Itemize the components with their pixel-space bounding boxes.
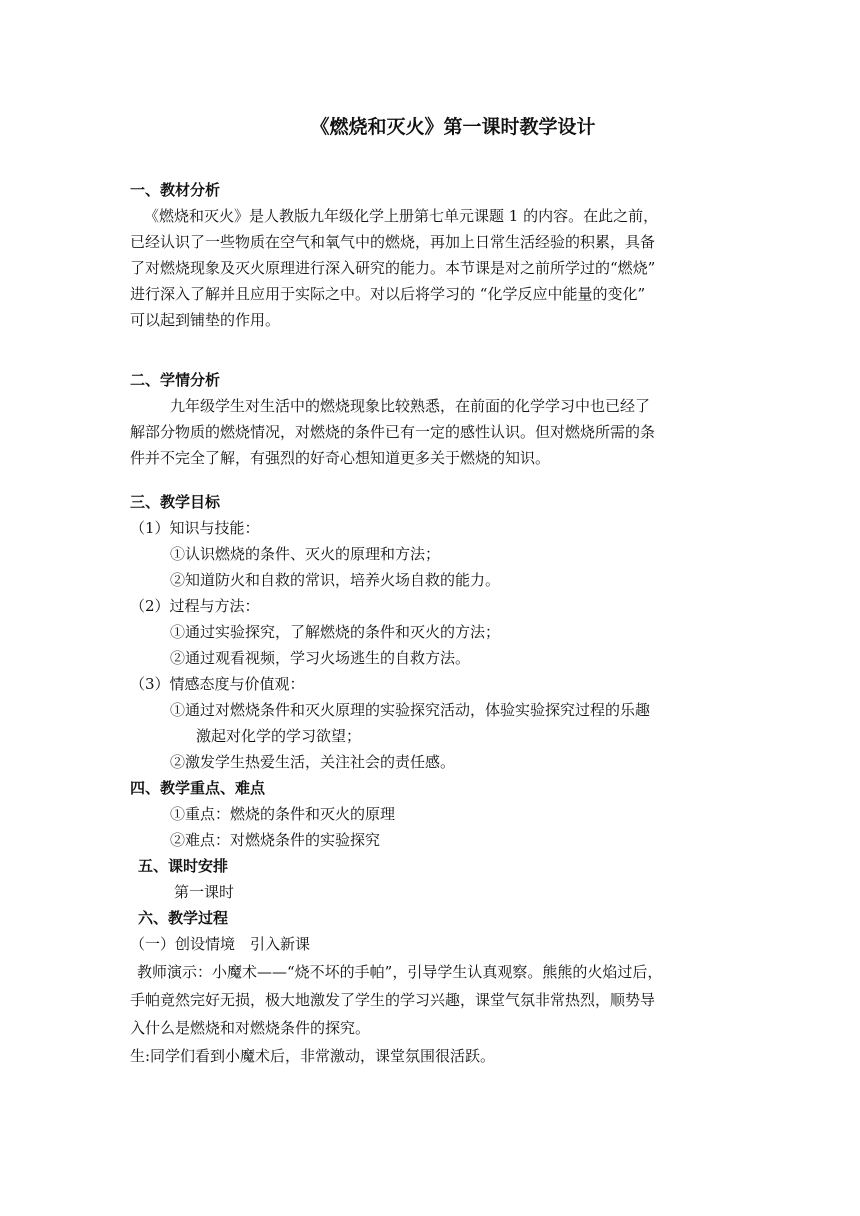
paragraph-line: 《燃烧和灭火》是人教版九年级化学上册第七单元课题 1 的内容。在此之前， [144, 207, 659, 225]
goal-item: ①认识燃烧的条件、灭火的原理和方法； [170, 545, 441, 563]
key-point-item: ②难点：对燃烧条件的实验探究 [170, 831, 381, 849]
section-heading: 三、教学目标 [130, 493, 221, 511]
paragraph-line: 进行深入了解并且应用于实际之中。对以后将学习的 “化学反应中能量的变化” [130, 285, 646, 303]
section-heading: 五、课时安排 [138, 857, 229, 875]
section-heading: 六、教学过程 [138, 909, 229, 927]
paragraph-line: 了对燃烧现象及灭火原理进行深入研究的能力。本节课是对之前所学过的“燃烧” [130, 259, 656, 277]
goal-item: ①通过对燃烧条件和灭火原理的实验探究活动，体验实验探究过程的乐趣 [170, 701, 651, 719]
goal-group-label: （1）知识与技能： [130, 519, 260, 537]
goal-group-label: （3）情感态度与价值观： [130, 675, 305, 693]
section-schedule [130, 853, 736, 905]
paragraph-line: 已经认识了一些物质在空气和氧气中的燃烧，再加上日常生活经验的积累，具备 [130, 233, 656, 251]
subsection-heading: （一）创设情境 引入新课 [130, 935, 311, 953]
section-teaching-goals [130, 489, 736, 775]
paragraph-line: 九年级学生对生活中的燃烧现象比较熟悉，在前面的化学学习中也已经了 [170, 397, 651, 415]
section-heading: 二、学情分析 [130, 371, 221, 389]
paragraph-line: 生:同学们看到小魔术后，非常激动，课堂氛围很活跃。 [130, 1047, 496, 1065]
paragraph-line: 解部分物质的燃烧情况，对燃烧的条件已有一定的感性认识。但对燃烧所需的条 [130, 423, 656, 441]
key-point-item: ①重点：燃烧的条件和灭火的原理 [170, 805, 396, 823]
paragraph-line: 件并不完全了解，有强烈的好奇心想知道更多关于燃烧的知识。 [130, 449, 551, 467]
section-textbook-analysis [130, 177, 736, 333]
section-key-points [130, 775, 736, 853]
goal-item-continuation: 激起对化学的学习欲望； [196, 727, 362, 745]
section-heading: 四、教学重点、难点 [130, 779, 266, 797]
goal-item: ①通过实验探究，了解燃烧的条件和灭火的方法； [170, 623, 501, 641]
goal-item: ②激发学生热爱生活，关注社会的责任感。 [170, 753, 456, 771]
section-learner-analysis [130, 367, 736, 471]
goal-group-label: （2）过程与方法： [130, 597, 260, 615]
goal-item: ②知道防火和自救的常识，培养火场自救的能力。 [170, 571, 501, 589]
paragraph-line: 手帕竟然完好无损，极大地激发了学生的学习兴趣，课堂气氛非常热烈，顺势导 [130, 991, 656, 1009]
document-title: 《燃烧和灭火》第一课时教学设计 [310, 116, 596, 138]
paragraph-line: 教师演示：小魔术——“烧不坏的手帕”，引导学生认真观察。熊熊的火焰过后， [137, 963, 663, 981]
goal-item: ②通过观看视频，学习火场逃生的自救方法。 [170, 649, 471, 667]
schedule-text: 第一课时 [174, 883, 235, 901]
section-heading: 一、教材分析 [130, 181, 221, 199]
paragraph-line: 入什么是燃烧和对燃烧条件的探究。 [130, 1019, 371, 1037]
section-teaching-process [130, 905, 736, 1071]
paragraph-line: 可以起到铺垫的作用。 [130, 311, 281, 329]
